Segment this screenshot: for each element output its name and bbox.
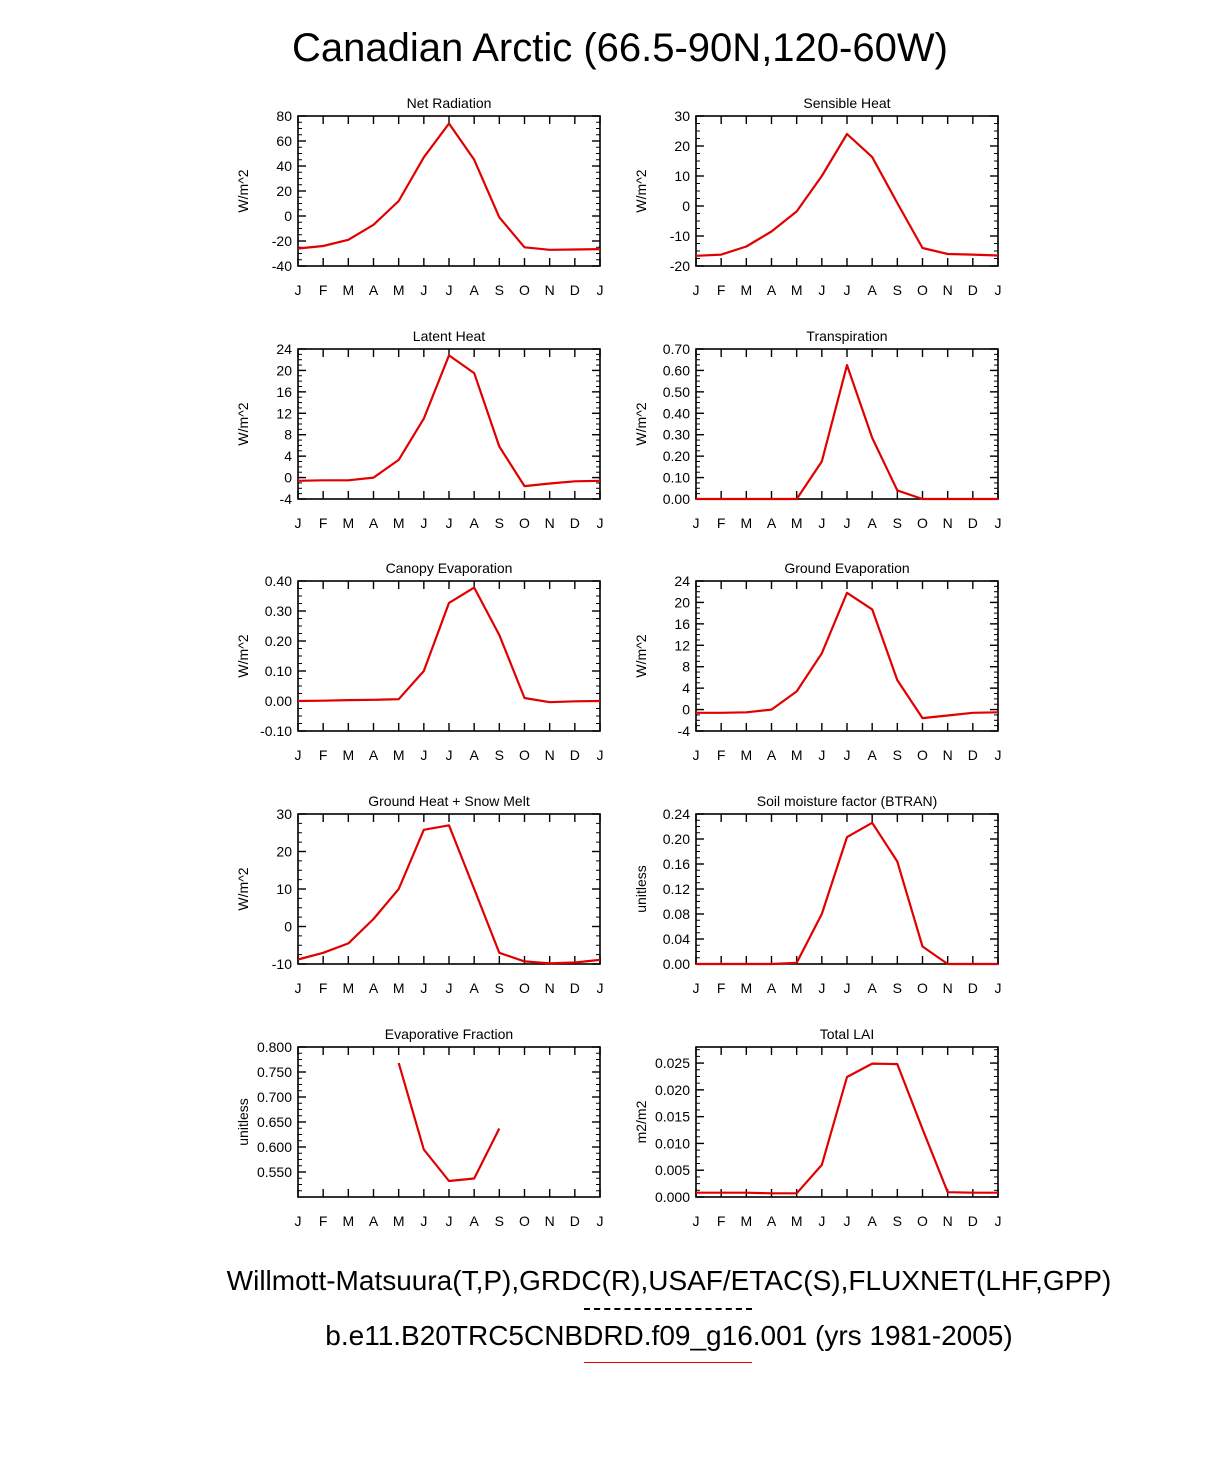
x-tick-label: J — [596, 747, 604, 763]
x-tick-label: J — [420, 282, 428, 298]
chart-ground-evaporation — [633, 560, 1002, 763]
x-tick-label: F — [716, 282, 726, 298]
x-tick-label: D — [967, 282, 978, 298]
y-tick-label: 8 — [682, 658, 690, 675]
y-tick-label: 24 — [674, 573, 690, 589]
x-tick-label: A — [867, 282, 877, 298]
chart-ground-heat-snow-melt — [235, 793, 604, 996]
x-tick-label: J — [818, 515, 826, 531]
y-tick-label: 0 — [682, 701, 690, 718]
series-line — [298, 355, 600, 486]
y-tick-label: 0.70 — [662, 341, 690, 357]
x-tick-label: A — [867, 980, 877, 996]
case-credit: b.e11.B20TRC5CNBDRD.f09_g16.001 (yrs 1981-2005) — [325, 1320, 1013, 1351]
y-tick-label: 0.000 — [654, 1189, 690, 1205]
y-axis-label: W/m^2 — [633, 402, 649, 446]
x-tick-label: A — [469, 747, 479, 763]
y-tick-label: 20 — [674, 138, 690, 154]
y-tick-label: 10 — [674, 168, 690, 184]
x-tick-label: F — [716, 980, 726, 996]
y-tick-label: -20 — [271, 233, 292, 249]
x-tick-label: M — [392, 747, 405, 763]
x-tick-label: A — [469, 515, 479, 531]
x-tick-label: J — [294, 515, 302, 531]
y-tick-label: 0 — [682, 198, 690, 214]
x-tick-label: O — [519, 747, 530, 763]
plot-frame — [298, 116, 600, 266]
x-tick-label: M — [392, 1213, 405, 1229]
y-axis-label: W/m^2 — [235, 402, 251, 446]
x-tick-label: N — [942, 980, 953, 996]
x-tick-label: M — [342, 980, 355, 996]
series-line — [399, 1063, 500, 1181]
x-tick-label: J — [692, 515, 700, 531]
y-tick-label: 0.08 — [662, 906, 690, 922]
x-tick-label: J — [420, 747, 428, 763]
x-tick-label: J — [420, 1213, 428, 1229]
x-tick-label: A — [766, 282, 777, 298]
x-tick-label: D — [967, 747, 978, 763]
x-tick-label: J — [843, 1213, 851, 1229]
x-tick-label: M — [740, 282, 753, 298]
x-tick-label: J — [692, 980, 700, 996]
y-tick-label: 20 — [276, 362, 292, 379]
y-tick-label: 0.04 — [662, 931, 690, 947]
x-tick-label: F — [318, 747, 328, 763]
x-tick-label: N — [544, 747, 555, 763]
chart-title: Transpiration — [806, 328, 888, 344]
y-tick-label: 0.00 — [662, 956, 690, 972]
y-tick-label: 0.30 — [264, 603, 292, 619]
y-tick-label: 0.550 — [256, 1164, 292, 1180]
x-tick-label: O — [519, 1213, 530, 1229]
x-tick-label: J — [420, 980, 428, 996]
y-tick-label: 0.24 — [662, 806, 690, 822]
x-tick-label: J — [596, 1213, 604, 1229]
page-title: Canadian Arctic (66.5-90N,120-60W) — [292, 26, 948, 70]
x-tick-label: J — [818, 980, 826, 996]
y-tick-label: -10 — [669, 228, 690, 244]
x-tick-label: J — [596, 980, 604, 996]
x-tick-label: S — [494, 515, 505, 531]
x-tick-label: J — [843, 747, 851, 763]
y-tick-label: 20 — [276, 843, 292, 860]
chart-title: Ground Heat + Snow Melt — [368, 793, 530, 809]
x-tick-label: S — [494, 1213, 505, 1229]
x-tick-label: A — [766, 515, 777, 531]
chart-evaporative-fraction — [235, 1026, 604, 1229]
x-tick-label: J — [294, 747, 302, 763]
y-tick-label: 0.00 — [264, 693, 292, 709]
x-tick-label: F — [318, 515, 328, 531]
y-tick-label: 0 — [284, 918, 292, 935]
y-tick-label: 0.50 — [662, 383, 690, 400]
y-axis-label: unitless — [633, 865, 649, 913]
observations-legend-line — [584, 1308, 752, 1310]
y-tick-label: 0 — [284, 208, 292, 224]
y-tick-label: 24 — [276, 341, 292, 357]
y-axis-label: W/m^2 — [235, 634, 251, 678]
series-line — [298, 588, 600, 703]
x-tick-label: S — [494, 980, 505, 996]
y-tick-label: 0.700 — [256, 1089, 292, 1105]
x-tick-label: A — [368, 515, 379, 531]
y-tick-label: 0.025 — [654, 1055, 690, 1072]
x-tick-label: S — [892, 515, 903, 531]
x-tick-label: M — [740, 1213, 753, 1229]
series-line — [696, 134, 998, 256]
plot-frame — [298, 1047, 600, 1197]
chart-title: Latent Heat — [412, 328, 486, 344]
y-tick-label: 0.20 — [264, 633, 292, 649]
x-tick-label: A — [368, 282, 379, 298]
y-tick-label: 20 — [674, 594, 690, 611]
case-legend-line — [584, 1362, 752, 1363]
x-tick-label: D — [967, 515, 978, 531]
y-tick-label: 0.10 — [662, 469, 690, 486]
y-tick-label: 20 — [276, 183, 292, 199]
x-tick-label: O — [519, 282, 530, 298]
y-tick-label: 0.020 — [654, 1081, 690, 1098]
x-tick-label: J — [818, 747, 826, 763]
x-tick-label: J — [692, 747, 700, 763]
series-line — [298, 124, 600, 250]
y-axis-label: W/m^2 — [235, 169, 251, 213]
x-tick-label: O — [519, 515, 530, 531]
y-tick-label: 4 — [284, 448, 292, 465]
y-tick-label: 0.30 — [662, 426, 690, 443]
y-tick-label: 0.005 — [654, 1162, 690, 1179]
x-tick-label: D — [569, 980, 580, 996]
x-tick-label: A — [867, 515, 877, 531]
x-tick-label: F — [716, 515, 726, 531]
x-tick-label: A — [469, 1213, 479, 1229]
y-tick-label: -10 — [271, 956, 292, 972]
y-tick-label: 10 — [276, 881, 292, 897]
x-tick-label: D — [967, 980, 978, 996]
x-tick-label: J — [994, 1213, 1002, 1229]
x-tick-label: J — [445, 282, 453, 298]
x-tick-label: M — [392, 980, 405, 996]
x-tick-label: F — [318, 1213, 328, 1229]
y-tick-label: 0.015 — [654, 1108, 690, 1125]
x-tick-label: M — [740, 515, 753, 531]
chart-title: Total LAI — [819, 1026, 875, 1042]
x-tick-label: A — [867, 1213, 877, 1229]
chart-sensible-heat — [633, 95, 1002, 298]
y-axis-label: W/m^2 — [235, 867, 251, 911]
x-tick-label: J — [445, 515, 453, 531]
x-tick-label: A — [867, 747, 877, 763]
x-tick-label: O — [917, 1213, 928, 1229]
y-tick-label: -4 — [279, 491, 292, 507]
x-tick-label: M — [790, 1213, 803, 1229]
x-tick-label: N — [544, 1213, 555, 1229]
plot-frame — [298, 814, 600, 964]
x-tick-label: J — [596, 515, 604, 531]
plot-frame — [696, 349, 998, 499]
x-tick-label: N — [942, 1213, 953, 1229]
series-line — [298, 825, 600, 963]
y-tick-label: 0.10 — [264, 663, 292, 679]
chart-total-lai — [633, 1026, 1002, 1229]
y-axis-label: unitless — [235, 1098, 251, 1146]
x-tick-label: J — [420, 515, 428, 531]
x-tick-label: M — [342, 282, 355, 298]
x-tick-label: M — [790, 282, 803, 298]
x-tick-label: S — [494, 282, 505, 298]
x-tick-label: J — [596, 282, 604, 298]
chart-title: Soil moisture factor (BTRAN) — [756, 793, 938, 809]
x-tick-label: F — [318, 282, 328, 298]
x-tick-label: N — [942, 282, 953, 298]
x-tick-label: M — [342, 747, 355, 763]
x-tick-label: A — [766, 980, 777, 996]
x-tick-label: D — [569, 747, 580, 763]
plot-frame — [696, 581, 998, 731]
x-tick-label: J — [818, 1213, 826, 1229]
chart-net-radiation — [235, 95, 604, 298]
chart-title: Ground Evaporation — [784, 560, 910, 576]
plot-frame — [696, 1047, 998, 1197]
y-axis-label: W/m^2 — [633, 634, 649, 678]
y-tick-label: 8 — [284, 426, 292, 443]
x-tick-label: N — [544, 980, 555, 996]
y-tick-label: 0.60 — [662, 362, 690, 379]
chart-title: Sensible Heat — [803, 95, 891, 111]
y-tick-label: 0.40 — [662, 405, 690, 422]
x-tick-label: A — [766, 747, 777, 763]
x-tick-label: D — [569, 1213, 580, 1229]
y-tick-label: -4 — [677, 723, 690, 739]
x-tick-label: S — [494, 747, 505, 763]
x-tick-label: J — [692, 282, 700, 298]
x-tick-label: N — [942, 515, 953, 531]
x-tick-label: D — [569, 282, 580, 298]
x-tick-label: O — [917, 515, 928, 531]
x-tick-label: J — [843, 282, 851, 298]
y-tick-label: 0.800 — [256, 1039, 292, 1055]
y-tick-label: 0.20 — [662, 831, 690, 847]
y-tick-label: 0 — [284, 469, 292, 486]
y-tick-label: 40 — [276, 158, 292, 174]
x-tick-label: J — [294, 282, 302, 298]
x-tick-label: F — [318, 980, 328, 996]
x-tick-label: N — [544, 515, 555, 531]
x-tick-label: J — [994, 515, 1002, 531]
x-tick-label: D — [569, 515, 580, 531]
x-tick-label: S — [892, 747, 903, 763]
series-line — [696, 1064, 998, 1194]
chart-transpiration — [633, 328, 1002, 531]
series-line — [696, 593, 998, 718]
x-tick-label: S — [892, 282, 903, 298]
x-tick-label: N — [544, 282, 555, 298]
y-tick-label: 30 — [276, 806, 292, 822]
y-tick-label: 12 — [276, 405, 292, 422]
y-tick-label: 0.00 — [662, 491, 690, 507]
x-tick-label: J — [445, 980, 453, 996]
y-tick-label: 60 — [276, 133, 292, 149]
x-tick-label: D — [967, 1213, 978, 1229]
y-tick-label: 0.20 — [662, 448, 690, 465]
y-tick-label: 80 — [276, 108, 292, 124]
y-tick-label: 0.650 — [256, 1114, 292, 1130]
x-tick-label: J — [994, 747, 1002, 763]
x-tick-label: M — [392, 515, 405, 531]
x-tick-label: J — [445, 747, 453, 763]
chart-title: Evaporative Fraction — [384, 1026, 514, 1042]
y-tick-label: 16 — [674, 615, 690, 632]
x-tick-label: M — [790, 747, 803, 763]
x-tick-label: J — [843, 515, 851, 531]
x-tick-label: N — [942, 747, 953, 763]
chart-title: Net Radiation — [406, 95, 492, 111]
x-tick-label: A — [469, 282, 479, 298]
y-axis-label: W/m^2 — [633, 169, 649, 213]
x-tick-label: O — [917, 980, 928, 996]
chart-title: Canopy Evaporation — [385, 560, 513, 576]
observations-credit: Willmott-Matsuura(T,P),GRDC(R),USAF/ETAC(S),FLUXNET(LHF,GPP) — [226, 1265, 1112, 1296]
y-tick-label: 4 — [682, 680, 690, 697]
chart-latent-heat — [235, 328, 604, 531]
x-tick-label: M — [790, 515, 803, 531]
x-tick-label: O — [917, 747, 928, 763]
x-tick-label: J — [445, 1213, 453, 1229]
series-line — [696, 365, 998, 499]
x-tick-label: O — [519, 980, 530, 996]
y-tick-label: 0.600 — [256, 1139, 292, 1155]
x-tick-label: M — [342, 515, 355, 531]
y-tick-label: 0.12 — [662, 881, 690, 897]
y-tick-label: -20 — [669, 258, 690, 274]
plot-frame — [696, 116, 998, 266]
x-tick-label: J — [294, 1213, 302, 1229]
x-tick-label: J — [994, 282, 1002, 298]
x-tick-label: M — [392, 282, 405, 298]
plot-frame — [298, 349, 600, 499]
x-tick-label: A — [368, 980, 379, 996]
y-tick-label: 0.16 — [662, 856, 690, 872]
y-tick-label: 12 — [674, 637, 690, 654]
x-tick-label: J — [692, 1213, 700, 1229]
x-tick-label: A — [368, 1213, 379, 1229]
x-tick-label: S — [892, 1213, 903, 1229]
chart-soil-moisture-factor-btran — [633, 793, 1002, 996]
x-tick-label: J — [994, 980, 1002, 996]
x-tick-label: M — [740, 747, 753, 763]
x-tick-label: S — [892, 980, 903, 996]
chart-canopy-evaporation — [235, 560, 604, 763]
x-tick-label: F — [716, 747, 726, 763]
x-tick-label: M — [342, 1213, 355, 1229]
x-tick-label: A — [469, 980, 479, 996]
x-tick-label: O — [917, 282, 928, 298]
y-tick-label: 30 — [674, 108, 690, 124]
x-tick-label: A — [766, 1213, 777, 1229]
x-tick-label: J — [294, 980, 302, 996]
x-tick-label: M — [790, 980, 803, 996]
x-tick-label: J — [843, 980, 851, 996]
y-tick-label: 16 — [276, 383, 292, 400]
y-tick-label: 0.010 — [654, 1135, 690, 1152]
y-axis-label: m2/m2 — [633, 1100, 649, 1144]
x-tick-label: F — [716, 1213, 726, 1229]
x-tick-label: A — [368, 747, 379, 763]
y-tick-label: 0.750 — [256, 1064, 292, 1080]
y-tick-label: -0.10 — [260, 723, 292, 739]
x-tick-label: M — [740, 980, 753, 996]
y-tick-label: -40 — [271, 258, 292, 274]
series-line — [696, 823, 998, 964]
x-tick-label: J — [818, 282, 826, 298]
y-tick-label: 0.40 — [264, 573, 292, 589]
